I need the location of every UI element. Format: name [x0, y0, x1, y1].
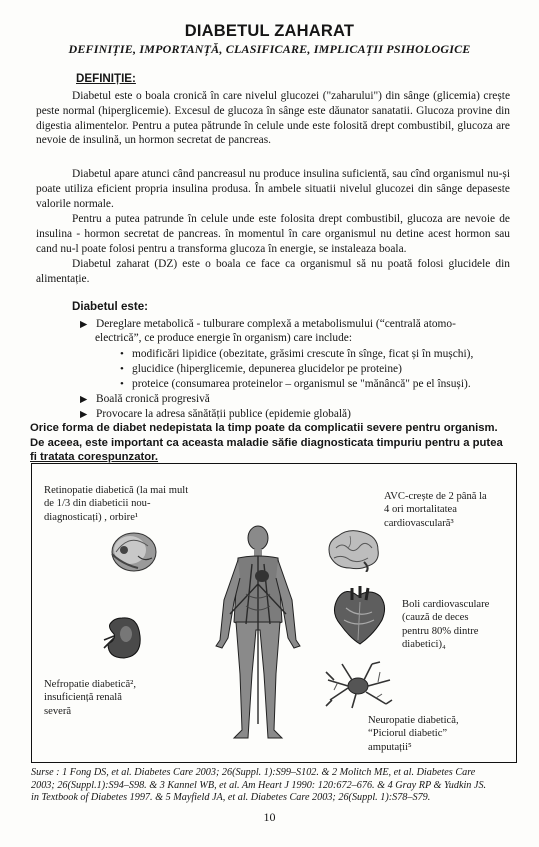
- nerve-cell-icon: [324, 660, 394, 710]
- definition-paragraph-1: Diabetul este o boala cronică în care nivelul glucozei ("zaharului") din sânge (glicemia) crește peste normal (hiperglicemie). Excesul de glucoza în sânge este dăunator sanatatii. Glucoza provine din digestia alimentelor. Pentru a putea pătrunde în celule unde este folosită drept combustibil, glucoza are nevoie de insulină, un hormon secretat de pancreas.: [36, 90, 510, 147]
- heart-icon: [328, 584, 390, 648]
- sub-list-item: • modificări lipidice (obezitate, grăsimi crescute în sînge, ficat și în mușchi),: [120, 348, 474, 360]
- kidney-icon: [102, 614, 144, 662]
- list-item-public-health: ▶ Provocare la adresa sănătății publice (epidemie globală): [80, 407, 351, 423]
- definition-paragraph-3: Pentru a putea patrunde în celule unde este folosita drept combustibil, glucoza are nevoie de insulina - hormon secretat de pancreas. în momentul în care organismul nu detine acest hormon sau cand nu-l poate folosi pentru a transforma glucoza în energie, se instaleaza boala.: [36, 213, 510, 255]
- human-body-icon: [210, 524, 306, 742]
- complications-figure: [31, 463, 517, 763]
- sub-list-item: • glucidice (hiperglicemie, depunerea glucidelor pe proteine): [120, 363, 402, 375]
- definition-heading: DEFINIȚIE:: [76, 72, 136, 85]
- stroke-label: AVC-crește de 2 până la 4 ori mortalitatea cardiovasculară³: [384, 491, 487, 529]
- page-number: 10: [263, 810, 276, 824]
- retinopathy-label: Retinopatie diabetică (la mai mult de 1/3 din diabeticii nou- diagnosticați) , orbire¹: [44, 485, 189, 523]
- sub-list-item: • proteice (consumarea proteinelor – organismul se "mănâncă" pe el însuși).: [120, 378, 471, 390]
- eye-icon: [108, 528, 160, 574]
- triangle-bullet-icon: ▶: [80, 410, 88, 420]
- triangle-bullet-icon: ▶: [80, 395, 88, 405]
- sources-footnote: Surse : 1 Fong DS, et al. Diabetes Care 2003; 26(Suppl. 1):S99–S102. & 2 Molitch ME, et al. Diabetes Care 2003; 26(Suppl.1):S94–S98. & 3 Kannel WB, et al. Am Heart J 1990: 120:672–676. & 4 Gray RP & Yudkin JS. in Textbook of Diabetes 1997. & 5 Mayfield JA, et al. Diabetes Care 2003; 26(Suppl. 1):S78–S79.: [31, 767, 487, 804]
- nephropathy-label: Nefropatie diabetică², insuficiență renală severă: [44, 679, 136, 717]
- page-subtitle: DEFINIȚIE, IMPORTANȚĂ, CLASIFICARE, IMPLICAȚII PSIHOLOGICE: [68, 42, 471, 56]
- round-bullet-icon: •: [120, 363, 124, 375]
- triangle-bullet-icon: ▶: [80, 320, 88, 330]
- brain-icon: [324, 528, 382, 572]
- warning-text: Orice forma de diabet nedepistata la timp poate da complicatii severe pentru organism. De aceea, este important ca aceasta maladie săfie diagnosticata timpuriu pentru a putea fi tratata corespunzator.: [30, 422, 503, 464]
- list-item-text: Dereglare metabolică - tulburare complexă a metabolismului (“centrală atomo-: [96, 318, 456, 330]
- diabetes-is-heading: Diabetul este:: [72, 300, 149, 313]
- round-bullet-icon: •: [120, 378, 124, 390]
- cardiovascular-label: Boli cardiovasculare (cauză de deces pentru 80% dintre diabetici)₄: [402, 599, 490, 650]
- neuropathy-label: Neuropatie diabetică, “Piciorul diabetic” amputații⁵: [368, 715, 459, 753]
- list-item-chronic: ▶ Boală cronică progresivă: [80, 392, 210, 408]
- definition-paragraph-4: Diabetul zaharat (DZ) este o boala ce face ca organismul să nu poată folosi glucidele din alimentație.: [36, 258, 510, 285]
- page-title: DIABETUL ZAHARAT: [184, 22, 355, 40]
- round-bullet-icon: •: [120, 348, 124, 360]
- definition-paragraph-2: Diabetul apare atunci când pancreasul nu produce insulina suficientă, sau cînd organismul nu-și poate utiliza eficient propria insulina produsa. În ambele situatii nivelul glucozei din sânge depaseste valorile normale.: [36, 168, 510, 210]
- list-item-metabolic-continuation: electrică”, ce produce energie în organism) care include:: [95, 332, 353, 344]
